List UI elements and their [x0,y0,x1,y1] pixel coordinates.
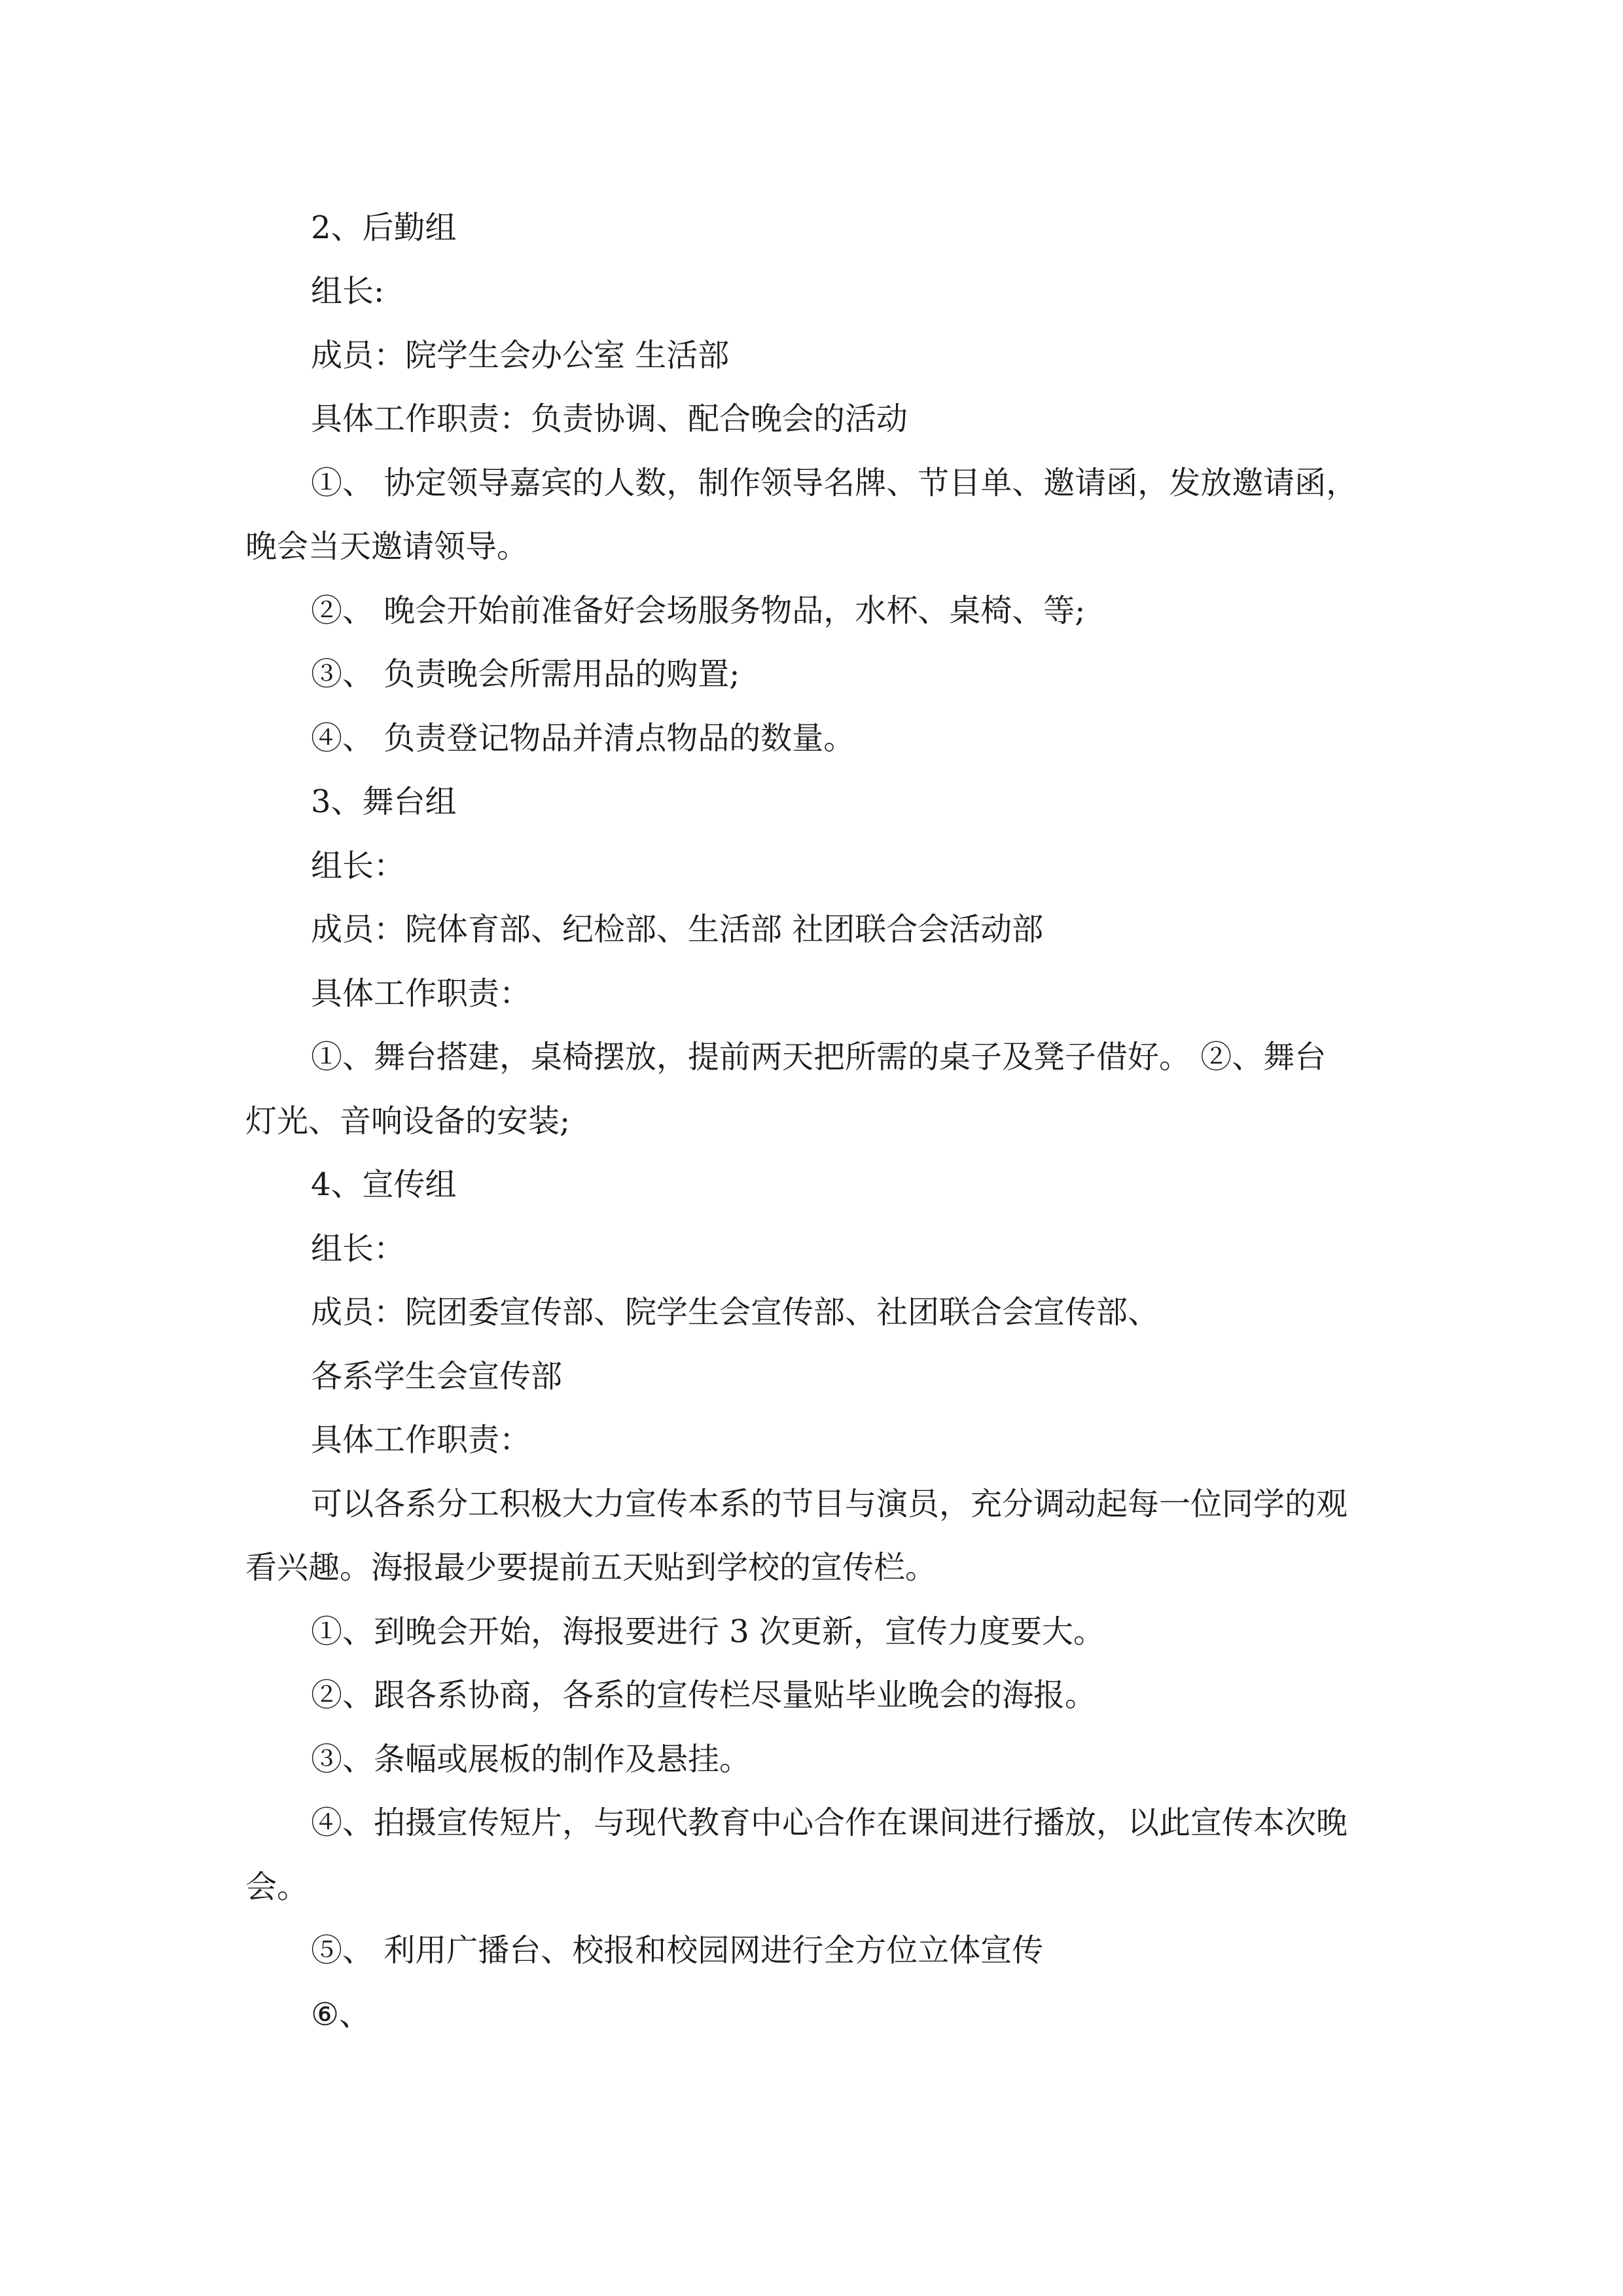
text-line: ④、拍摄宣传短片，与现代教育中心合作在课间进行播放，以此宣传本次晚 [311,1804,1348,1841]
members-line: 成员：院体育部、纪检部、生活部 社团联合会活动部 [311,911,1044,948]
duties-line: 具体工作职责： [311,1422,531,1458]
members-line: 成员：院学生会办公室 生活部 [311,337,730,374]
duties-line: 具体工作职责：负责协调、配合晚会的活动 [311,401,908,437]
text-line: 可以各系分工积极大力宣传本系的节目与演员，充分调动起每一位同学的观 [311,1486,1348,1522]
text-line: ①、到晚会开始，海报要进行 3 次更新，宣传力度要大。 [311,1613,1105,1650]
text-line: 灯光、音响设备的安装; [245,1103,571,1139]
members-line-continued: 各系学生会宣传部 [311,1358,563,1395]
section-heading-stage: 3、舞台组 [311,783,457,820]
group-leader-line: 组长： [311,1230,406,1267]
group-leader-line: 组长： [311,848,406,884]
text-line: ⑤、 利用广播台、校报和校园网进行全方位立体宣传 [311,1932,1044,1969]
text-line: ④、 负责登记物品并清点物品的数量。 [311,720,855,757]
text-line: ⑥、 [311,1996,371,2033]
text-line: 看兴趣。海报最少要提前五天贴到学校的宣传栏。 [245,1549,937,1586]
members-line: 成员：院团委宣传部、院学生会宣传部、社团联合会宣传部、 [311,1294,1160,1331]
text-line: 会。 [245,1869,309,1905]
text-line: ①、舞台搭建，桌椅摆放，提前两天把所需的桌子及凳子借好。 ②、舞台 [311,1039,1327,1075]
text-line: ③、 负责晚会所需用品的购置; [311,656,740,692]
section-heading-logistics: 2、后勤组 [311,209,457,246]
section-heading-publicity: 4、宣传组 [311,1166,457,1203]
duties-line: 具体工作职责： [311,975,531,1012]
text-line: ②、 晚会开始前准备好会场服务物品，水杯、桌椅、等; [311,592,1086,629]
text-line: 晚会当天邀请领导。 [245,528,529,565]
text-line: ②、跟各系协商，各系的宣传栏尽量贴毕业晚会的海报。 [311,1677,1097,1713]
group-leader-line: 组长: [311,273,385,310]
text-line: ③、条幅或展板的制作及悬挂。 [311,1741,751,1778]
text-line: ①、 协定领导嘉宾的人数，制作领导名牌、节目单、邀请函，发放邀请函， [311,465,1358,501]
